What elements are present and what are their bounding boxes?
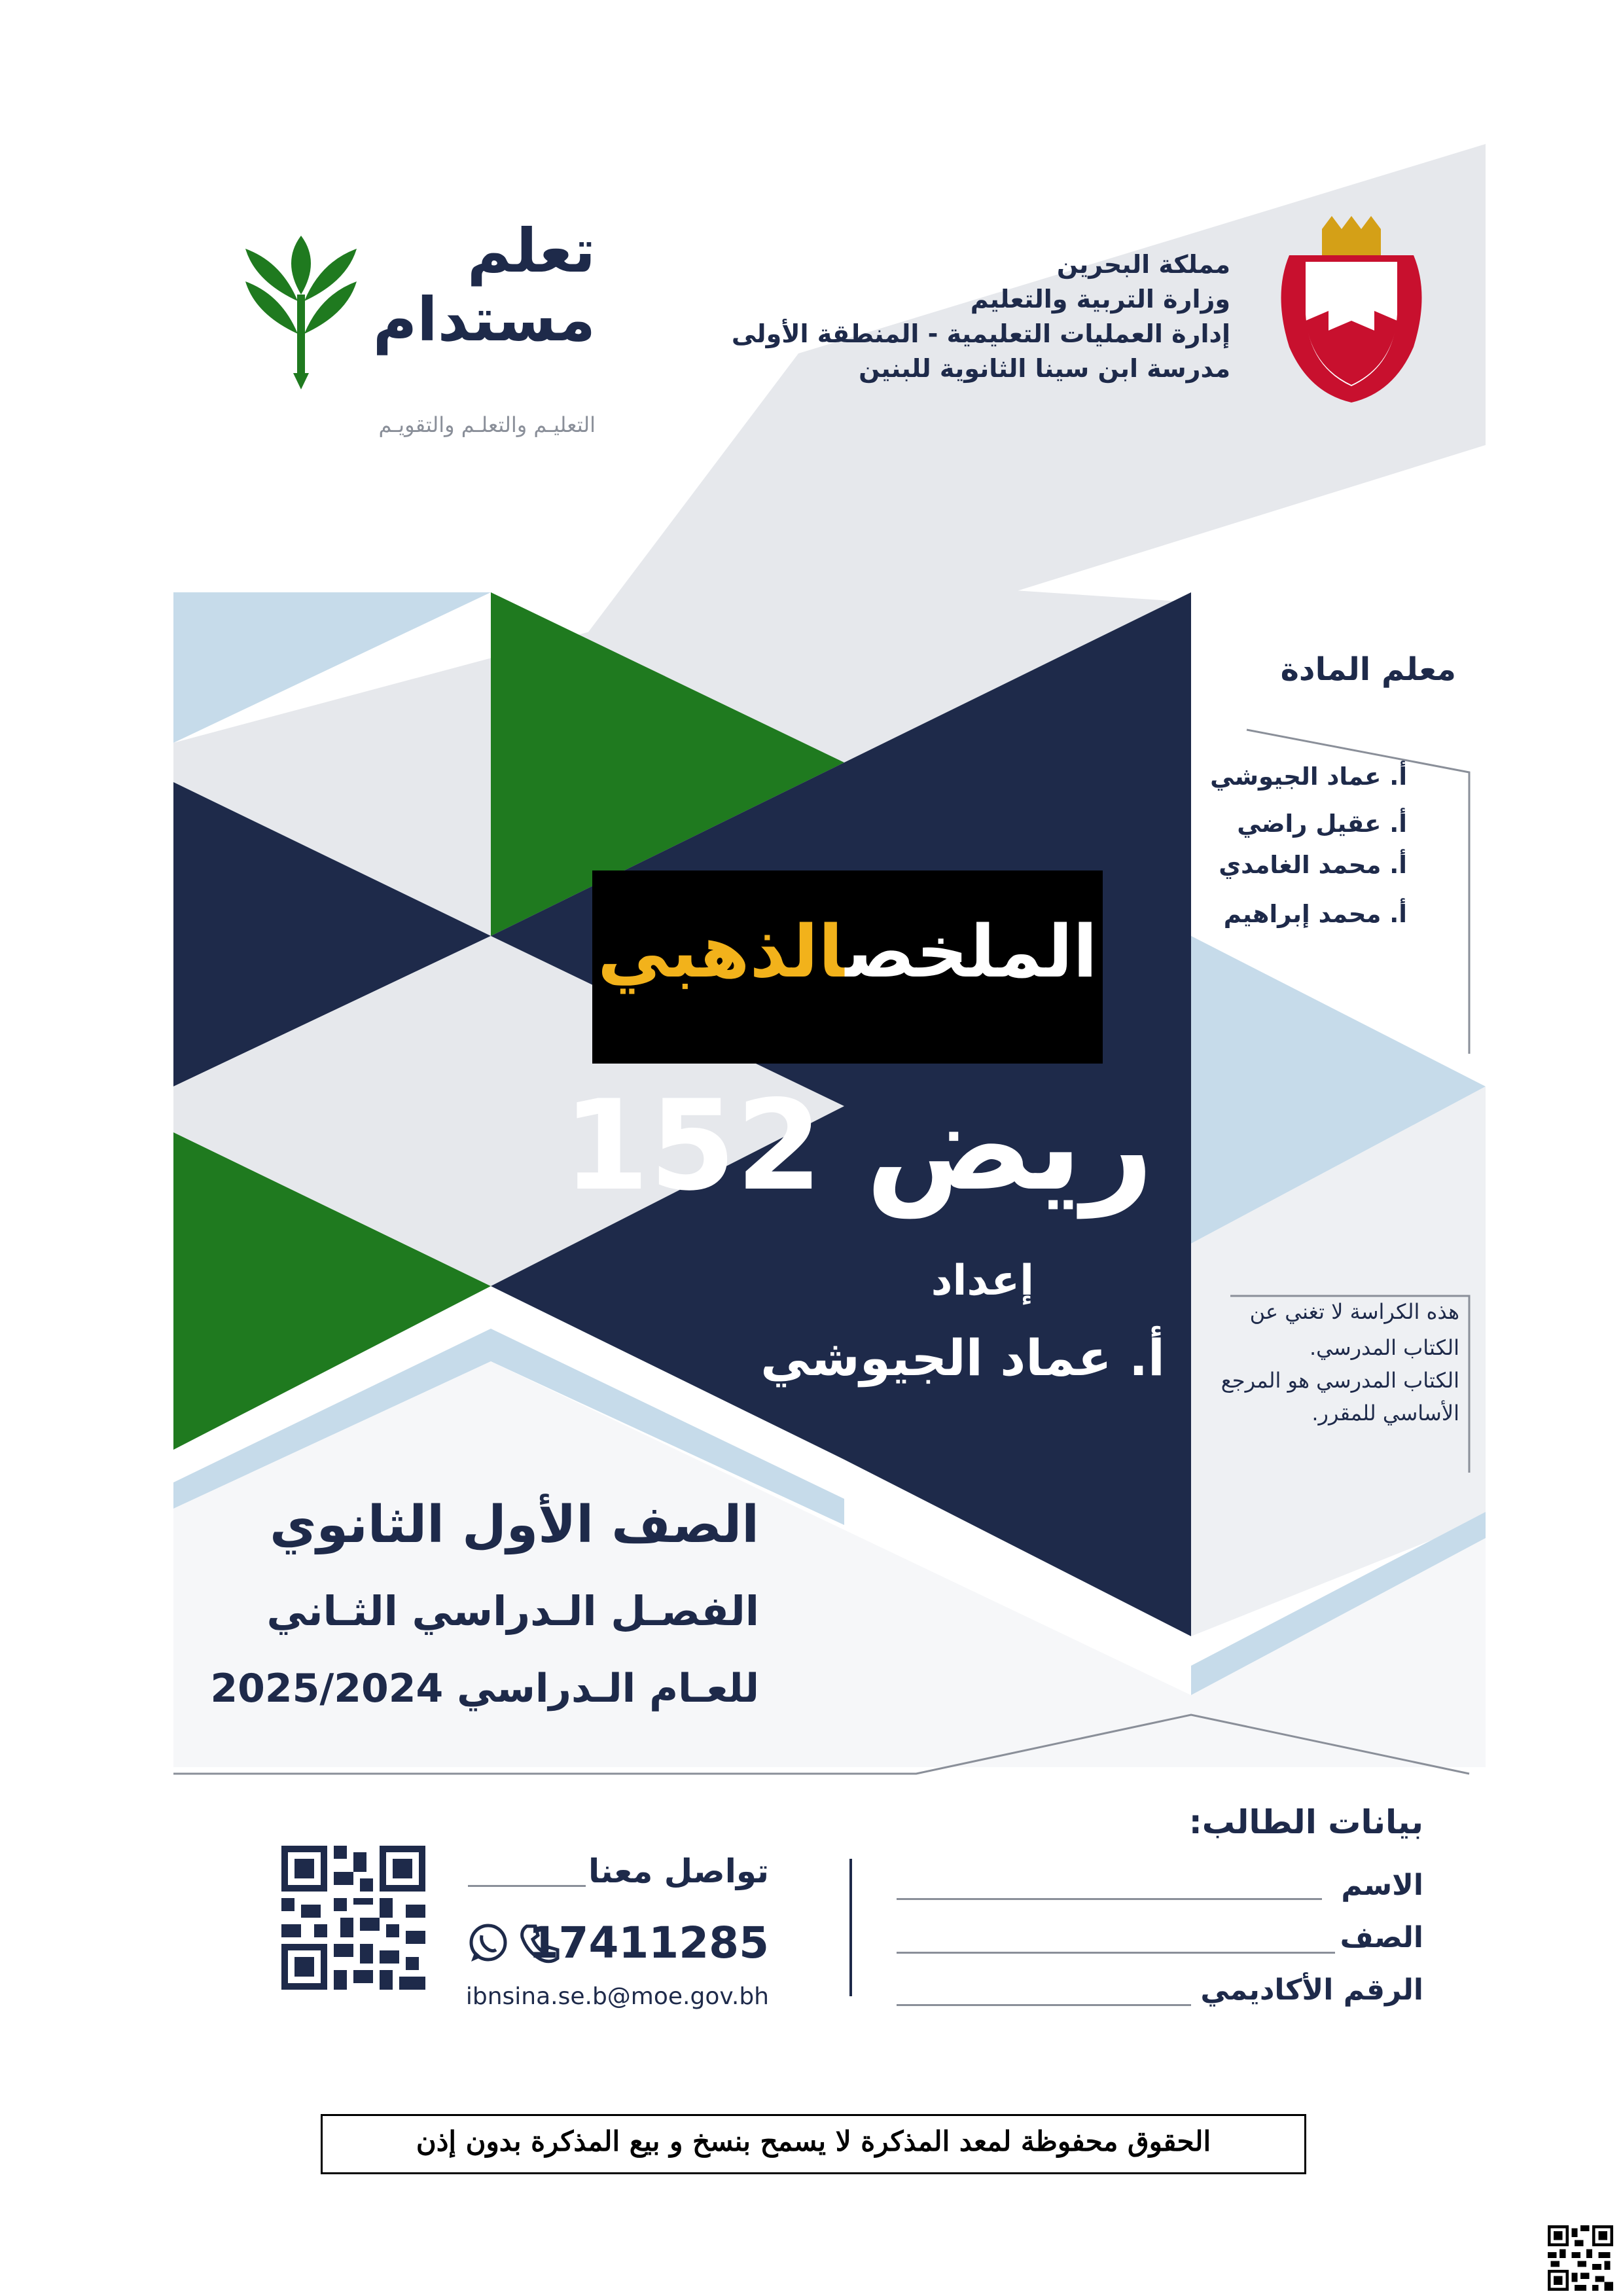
contact-heading: تواصل معنا: [588, 1852, 769, 1890]
author-name: أ. عماد الجيوشي: [760, 1329, 1165, 1387]
learning-logo: [242, 216, 609, 452]
logo-word-1: تعلم: [467, 216, 596, 286]
rights-box: [321, 2114, 1306, 2174]
title-part-white: الملخص: [845, 910, 1097, 994]
grade-line-2: الفصـل الـدراسي الثـاني: [266, 1587, 759, 1635]
note-line-3: الكتاب المدرسي هو المرجع: [1221, 1368, 1459, 1393]
bahrain-emblem: [1270, 216, 1433, 406]
course-code: ريض 152: [563, 1073, 1154, 1218]
student-id-field[interactable]: [897, 2004, 1191, 2006]
teachers-heading: معلم المادة: [1280, 651, 1456, 688]
ministry-text: وزارة التربية والتعليم: [970, 285, 1230, 314]
school-text: مدرسة ابن سينا الثانوية للبنين: [859, 354, 1230, 383]
kingdom-text: مملكة البحرين: [1056, 250, 1230, 279]
student-id-label: الرقم الأكاديمي: [1200, 1973, 1423, 2007]
title-text: [592, 910, 1103, 994]
student-class-label: الصف: [1340, 1921, 1423, 1954]
student-class-field[interactable]: [897, 1952, 1335, 1954]
teacher-1: أ. عماد الجيوشي: [1210, 762, 1407, 791]
student-name-label: الاسم: [1341, 1869, 1423, 1902]
student-name-field[interactable]: [897, 1898, 1322, 1900]
corner-qr-code: [1548, 2225, 1613, 2291]
teacher-4: أ. محمد إبراهيم: [1223, 900, 1407, 928]
whatsapp-icon: [465, 1921, 510, 1967]
plant-icon: [242, 223, 360, 393]
prepared-by-label: إعداد: [931, 1257, 1034, 1305]
note-line-4: الأساسي للمقرر.: [1311, 1401, 1459, 1426]
note-line-1: هذه الكراسة لا تغني عن: [1249, 1299, 1459, 1324]
note-line-2: الكتاب المدرسي.: [1309, 1335, 1459, 1360]
title-part-gold: الذهبي: [597, 910, 846, 994]
directorate-text: إدارة العمليات التعليمية - المنطقة الأولى: [731, 319, 1230, 348]
contact-phone: 17411285: [528, 1918, 769, 1968]
teacher-2: أ. عقيل راضي: [1237, 810, 1407, 838]
contact-heading-line: [468, 1885, 586, 1887]
student-heading: بيانات الطالب:: [1188, 1803, 1423, 1841]
phone-icon: [517, 1921, 563, 1967]
rights-text: الحقوق محفوظة لمعد المذكرة لا يسمح بنسخ و بيع المذكرة بدون إذن: [416, 2125, 1211, 2157]
logo-word-2: مستدام: [372, 285, 596, 355]
title-box: [592, 870, 1103, 1064]
grade-line-1: الصف الأول الثانوي: [270, 1496, 759, 1554]
contact-email[interactable]: ibnsina.se.b@moe.gov.bh: [465, 1983, 769, 2010]
logo-tagline: التعليـم والتعلـم والتقويـم: [378, 412, 596, 437]
grade-line-3: للعـام الـدراسي 2025/2024: [210, 1666, 759, 1712]
teacher-3: أ. محمد الغامدي: [1219, 851, 1407, 879]
contact-qr-code: [281, 1846, 425, 1990]
